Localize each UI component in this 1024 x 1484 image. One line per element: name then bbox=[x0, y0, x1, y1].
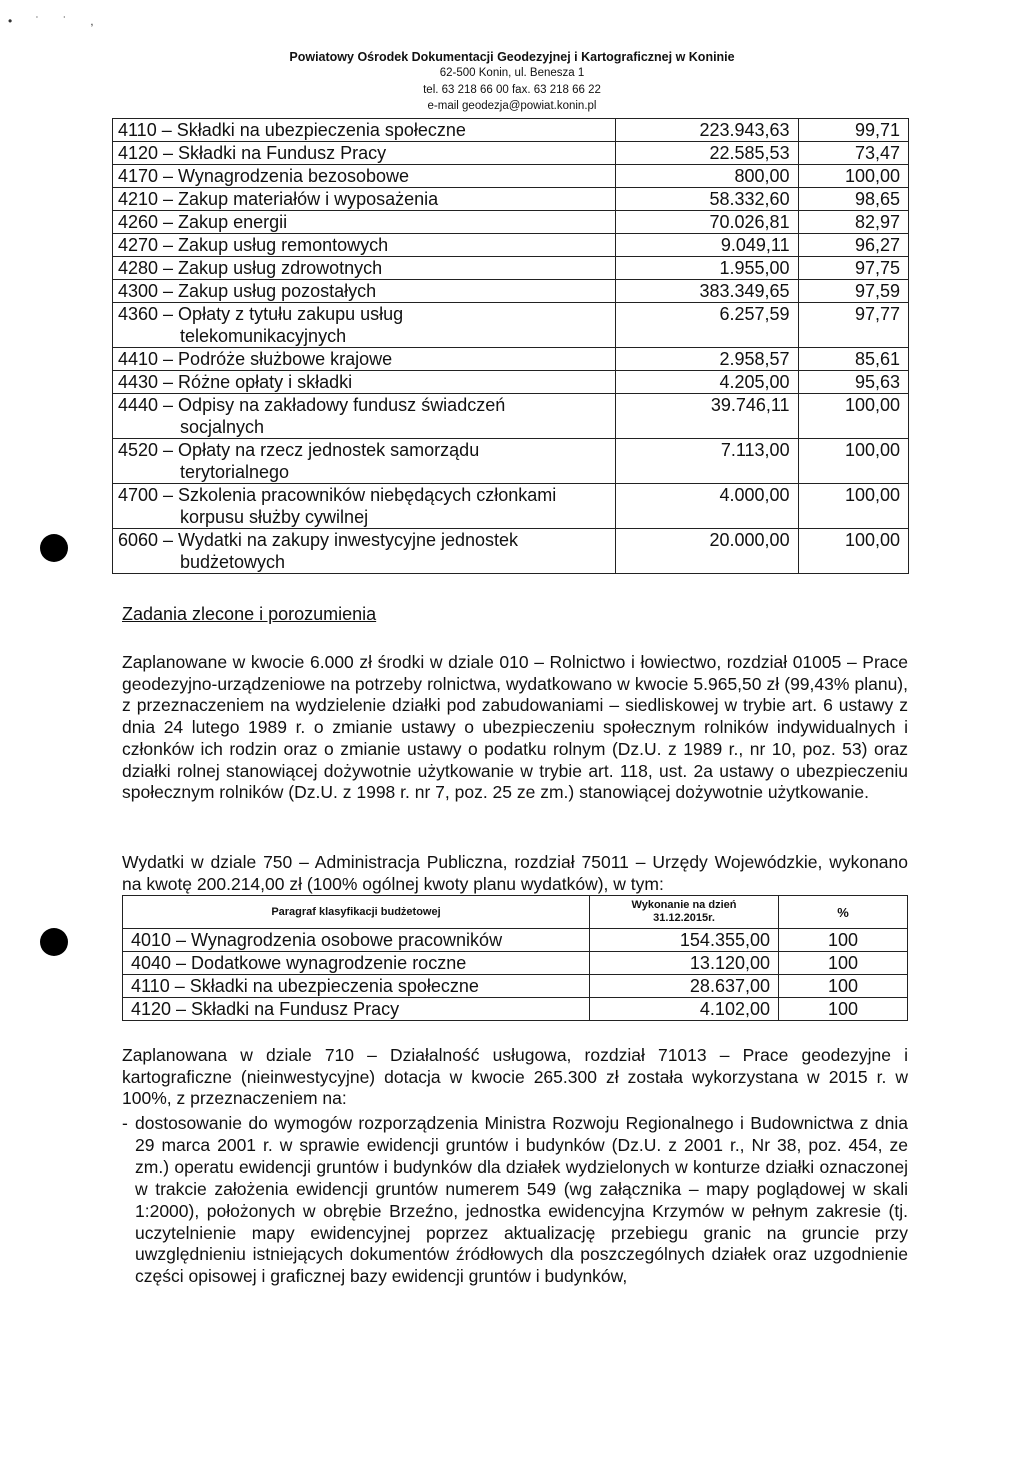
row-amount: 6.257,59 bbox=[615, 303, 798, 348]
row-label: 4110 – Składki na ubezpieczenia społeczne bbox=[123, 975, 590, 998]
row-label bbox=[113, 234, 616, 257]
expenses-table-2 bbox=[122, 895, 908, 1021]
row-percent: 97,75 bbox=[798, 257, 908, 280]
table-row bbox=[123, 998, 908, 1021]
row-percent: 100,00 bbox=[798, 394, 908, 439]
row-label-text: 4300 – Zakup usług pozostałych bbox=[118, 281, 377, 301]
row-amount: 58.332,60 bbox=[615, 188, 798, 211]
row-label-text: 4430 – Różne opłaty i składki bbox=[118, 372, 353, 392]
row-percent: 100,00 bbox=[798, 439, 908, 484]
row-amount: 1.955,00 bbox=[615, 257, 798, 280]
row-amount: 39.746,11 bbox=[615, 394, 798, 439]
table-row bbox=[113, 348, 909, 371]
punch-hole-top bbox=[40, 534, 68, 562]
row-percent: 99,71 bbox=[798, 119, 908, 142]
row-label-text: 4270 – Zakup usług remontowych bbox=[118, 235, 389, 255]
row-label bbox=[113, 165, 616, 188]
row-label-text: 4210 – Zakup materiałów i wyposażenia bbox=[118, 189, 439, 209]
row-label-text: 6060 – Wydatki na zakupy inwestycyjne jednostek bbox=[118, 530, 519, 550]
table-row bbox=[123, 952, 908, 975]
row-label: 4120 – Składki na Fundusz Pracy bbox=[123, 998, 590, 1021]
row-label-continued: telekomunikacyjnych bbox=[180, 326, 347, 346]
scan-marks: • ˙ ˙ , bbox=[8, 14, 104, 28]
table-row bbox=[113, 280, 909, 303]
row-amount: 154.355,00 bbox=[590, 929, 779, 952]
header-execution-line2: 31.12.2015r. bbox=[653, 912, 715, 924]
table-row bbox=[113, 119, 909, 142]
row-label bbox=[113, 211, 616, 234]
table-row bbox=[113, 303, 909, 348]
row-label-continued: korpusu służby cywilnej bbox=[180, 507, 369, 527]
paragraph-1: Zaplanowane w kwocie 6.000 zł środki w dziale 010 – Rolnictwo i łowiectwo, rozdział 01005 – Prace geodezyjno-urządzeniowe na potrzeby rolnictwa, wydatkowano w kwocie 5.965,50 zł (99,43% planu), z przeznaczeniem na wydzielenie działki pod zabudowaniami – siedliskowej w trybie art. 6 ustawy z dnia 24 lutego 1989 r. o zmianie ustawy o ubezpieczeniu społecznym rolników indywidualnych i członków ich rodzin oraz o zmianie ustawy o podatku rolnym (Dz.U. z 1989 r., nr 10, poz. 53) oraz działki rolnej stanowiącej dożywotnie użytkowanie w trybie art. 118, ust. 2a ustawy o ubezpieczeniu społecznym rolników (Dz.U. z 1998 r. nr 7, poz. 25 ze zm.) stanowiącej dożywotnie użytkowanie. bbox=[122, 652, 908, 803]
row-label bbox=[113, 529, 616, 574]
table-row bbox=[113, 234, 909, 257]
table-row bbox=[113, 165, 909, 188]
paragraph-2: Wydatki w dziale 750 – Administracja Publiczna, rozdział 75011 – Urzędy Wojewódzkie, wykonano na kwotę 200.214,00 zł (100% ogólnej kwoty planu wydatków), w tym: bbox=[122, 852, 908, 894]
header-execution-line1: Wykonanie na dzień bbox=[631, 899, 737, 911]
table-row bbox=[113, 394, 909, 439]
table-row bbox=[113, 188, 909, 211]
row-label-text: 4410 – Podróże służbowe krajowe bbox=[118, 349, 393, 369]
row-percent: 97,59 bbox=[798, 280, 908, 303]
row-label-text: 4700 – Szkolenia pracowników niebędących członkami bbox=[118, 485, 557, 505]
row-label bbox=[113, 119, 616, 142]
section-title: Zadania zlecone i porozumienia bbox=[122, 604, 377, 624]
row-percent: 100 bbox=[779, 998, 908, 1021]
row-amount: 800,00 bbox=[615, 165, 798, 188]
table-row bbox=[113, 257, 909, 280]
row-label: 4010 – Wynagrodzenia osobowe pracowników bbox=[123, 929, 590, 952]
row-label-continued: socjalnych bbox=[180, 417, 265, 437]
row-amount: 28.637,00 bbox=[590, 975, 779, 998]
punch-hole-bottom bbox=[40, 928, 68, 956]
row-amount: 22.585,53 bbox=[615, 142, 798, 165]
list-item bbox=[122, 1113, 908, 1288]
paragraph-3: Zaplanowana w dziale 710 – Działalność usługowa, rozdział 71013 – Prace geodezyjne i kartograficzne (nieinwestycyjne) dotacja w kwocie 265.300 zł została wykorzystana w 2015 r. w 100%, z przeznaczeniem na: bbox=[122, 1045, 908, 1109]
row-label bbox=[113, 348, 616, 371]
row-label-text: 4260 – Zakup energii bbox=[118, 212, 288, 232]
row-percent: 98,65 bbox=[798, 188, 908, 211]
row-amount: 13.120,00 bbox=[590, 952, 779, 975]
list-dash: - bbox=[122, 1113, 128, 1133]
row-label bbox=[113, 394, 616, 439]
header-execution bbox=[590, 896, 779, 929]
table-header-row bbox=[123, 896, 908, 929]
row-label-text: 4120 – Składki na Fundusz Pracy bbox=[118, 143, 387, 163]
row-label bbox=[113, 280, 616, 303]
row-percent: 100 bbox=[779, 952, 908, 975]
table-row bbox=[113, 439, 909, 484]
row-label bbox=[113, 371, 616, 394]
table-row bbox=[123, 975, 908, 998]
row-label-text: 4170 – Wynagrodzenia bezosobowe bbox=[118, 166, 410, 186]
list-item-text: dostosowanie do wymogów rozporządzenia Ministra Rozwoju Regionalnego i Budownictwa z dnia 29 marca 2001 r. w sprawie ewidencji gruntów i budynków (Dz.U. z 2001 r., Nr 38, poz. 454, ze zm.) operatu ewidencji gruntów i budynków dla działek wydzielonych w konturze działki oznaczonej w trakcie założenia ewidencji gruntów numerem 549 (wg załącznika – mapy poglądowej w skali 1:2000), położonych w obrębie Brzeźno, jednostka ewidencyjna Krzymów w pełnym zakresie (tj. uczytelnienie mapy ewidencyjnej poprzez aktualizację przebiegu granic na gruncie przy uwzględnieniu istniejących dokumentów źródłowych dla poszczególnych działek oraz uzgodnienie części opisowej i graficznej bazy ewidencji gruntów i budynków, bbox=[135, 1113, 908, 1287]
row-amount: 223.943,63 bbox=[615, 119, 798, 142]
row-percent: 96,27 bbox=[798, 234, 908, 257]
row-label bbox=[113, 439, 616, 484]
table-row bbox=[113, 529, 909, 574]
row-amount: 383.349,65 bbox=[615, 280, 798, 303]
table-row bbox=[113, 484, 909, 529]
row-label bbox=[113, 142, 616, 165]
header-paragraph: Paragraf klasyfikacji budżetowej bbox=[123, 896, 590, 929]
header-org: Powiatowy Ośrodek Dokumentacji Geodezyjnej i Kartograficznej w Koninie bbox=[289, 50, 735, 64]
row-label bbox=[113, 484, 616, 529]
header-percent: % bbox=[779, 896, 908, 929]
row-amount: 9.049,11 bbox=[615, 234, 798, 257]
row-amount: 4.102,00 bbox=[590, 998, 779, 1021]
row-label-continued: budżetowych bbox=[180, 552, 286, 572]
table-row bbox=[113, 211, 909, 234]
expenses-table-1 bbox=[112, 118, 909, 574]
row-percent: 100,00 bbox=[798, 165, 908, 188]
row-percent: 73,47 bbox=[798, 142, 908, 165]
row-amount: 4.000,00 bbox=[615, 484, 798, 529]
row-label-continued: terytorialnego bbox=[180, 462, 290, 482]
row-amount: 70.026,81 bbox=[615, 211, 798, 234]
row-percent: 97,77 bbox=[798, 303, 908, 348]
table-row bbox=[123, 929, 908, 952]
row-percent: 95,63 bbox=[798, 371, 908, 394]
row-label-text: 4440 – Odpisy na zakładowy fundusz świadczeń bbox=[118, 395, 506, 415]
row-label-text: 4520 – Opłaty na rzecz jednostek samorządu bbox=[118, 440, 480, 460]
row-percent: 82,97 bbox=[798, 211, 908, 234]
row-label-text: 4360 – Opłaty z tytułu zakupu usług bbox=[118, 304, 404, 324]
header-phone: tel. 63 218 66 00 fax. 63 218 66 22 bbox=[423, 84, 601, 96]
row-amount: 20.000,00 bbox=[615, 529, 798, 574]
row-amount: 4.205,00 bbox=[615, 371, 798, 394]
header-address: 62-500 Konin, ul. Benesza 1 bbox=[439, 67, 585, 79]
row-label bbox=[113, 188, 616, 211]
table-row bbox=[113, 142, 909, 165]
row-label: 4040 – Dodatkowe wynagrodzenie roczne bbox=[123, 952, 590, 975]
row-percent: 85,61 bbox=[798, 348, 908, 371]
table-row bbox=[113, 371, 909, 394]
row-label-text: 4110 – Składki na ubezpieczenia społeczne bbox=[118, 120, 466, 140]
row-amount: 2.958,57 bbox=[615, 348, 798, 371]
row-percent: 100 bbox=[779, 975, 908, 998]
row-label bbox=[113, 303, 616, 348]
row-amount: 7.113,00 bbox=[615, 439, 798, 484]
row-label-text: 4280 – Zakup usług zdrowotnych bbox=[118, 258, 383, 278]
row-percent: 100,00 bbox=[798, 484, 908, 529]
row-label bbox=[113, 257, 616, 280]
header-email: e-mail geodezja@powiat.konin.pl bbox=[427, 100, 597, 112]
row-percent: 100,00 bbox=[798, 529, 908, 574]
row-percent: 100 bbox=[779, 929, 908, 952]
